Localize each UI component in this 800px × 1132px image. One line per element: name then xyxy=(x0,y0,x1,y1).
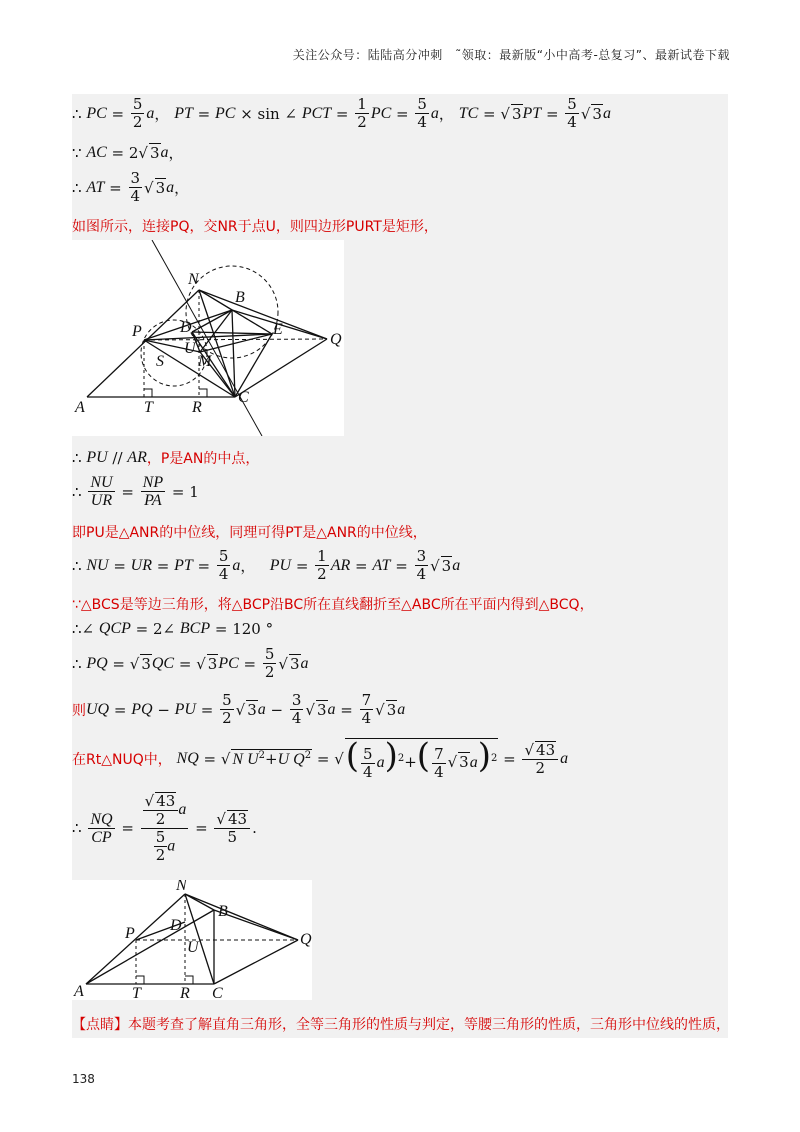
formula-nq-over-cp: ∴ $\frac{NQ}{CP}$ = $\frac{√ 43}{2}$ a $\frac{5}{2}$ a = $\frac{√ 43}{5}$ . xyxy=(72,792,257,864)
label-B-2: B xyxy=(218,903,228,920)
label-P: P xyxy=(132,323,142,340)
diagram-1-svg xyxy=(72,240,344,436)
label-D-2: D xyxy=(170,917,182,934)
formula-nu-ur-pt: ∴ NU = UR = PT = $\frac{5}{4}$ a ， PU = $\frac{1}{2}$ AR = AT = $\frac{3}{4}$ √ 3 a xyxy=(72,547,461,583)
formula-uq: 则 UQ = PQ − PU = $\frac{5}{2}$ √ 3 a − $\frac{3}{4}$ √ 3 a = $\frac{7}{4}$ √ 3 a xyxy=(72,691,406,727)
formula-angle-qcp: ∴∠ QCP = 2∠ BCP = 120 ° xyxy=(72,620,274,638)
label-D: D xyxy=(180,319,192,336)
label-E: E xyxy=(273,321,283,338)
text-midline: 即PU是△ANR的中位线，同理可得PT是△ANR的中位线， xyxy=(72,525,427,541)
label-B: B xyxy=(235,289,245,306)
label-P-2: P xyxy=(125,925,135,942)
text-then: 则 xyxy=(72,702,86,719)
solution-content xyxy=(72,94,728,1038)
tip-tag: 【点睛】 xyxy=(72,1017,128,1033)
label-C-2: C xyxy=(212,985,223,1000)
label-Q: Q xyxy=(330,331,342,348)
label-A-2: A xyxy=(74,983,84,1000)
label-T: T xyxy=(144,399,153,416)
label-A: A xyxy=(75,399,85,416)
text-in-rt: 在Rt△NUQ中， xyxy=(72,752,172,769)
label-S: S xyxy=(156,353,164,370)
text-intro: 如图所示，连接PQ，交NR于点U，则四边形PURT是矩形， xyxy=(72,219,438,235)
tip-text: 本题考查了解直角三角形，全等三角形的性质与判定，等腰三角形的性质，三角形中位线的性质， xyxy=(128,1017,730,1033)
label-Q-2: Q xyxy=(300,931,312,948)
label-R: R xyxy=(192,399,202,416)
tip-line xyxy=(72,1014,730,1034)
formula-ac: ∵ AC = 2√ 3 a ， xyxy=(72,143,184,162)
page-header: 关注公众号：陆陆高分冲刺 ˜领取：最新版“小中高考-总复习”、最新试卷下载 xyxy=(292,48,730,62)
formula-pu-parallel-ar: ∴ PU // AR ，P是AN的中点， xyxy=(72,449,260,467)
label-C: C xyxy=(238,389,249,406)
formula-pq: ∴ PQ = √ 3 QC = √ 3 PC = $\frac{5}{2}$ √ 3 a xyxy=(72,645,309,681)
text-p-midpoint: ，P是AN的中点， xyxy=(146,451,260,467)
formula-nq: 在Rt△NUQ中， NQ = √ N $U^2+U$ $Q^2$ = √ ( $\frac{5}{4}$ a)$^2$+( $\frac{7}{4}$ √ 3a)$^2$ = $\frac{√ 43}{2}$ a xyxy=(72,736,569,781)
label-U-2: U xyxy=(187,939,199,956)
text-bcs-equilateral: ∵△BCS是等边三角形，将△BCP沿BC所在直线翻折至△ABC所在平面内得到△BCQ， xyxy=(72,597,594,613)
formula-pc-pt-tc: ∴ PC = $\frac{5}{2}$ a ， PT = PC × sin ∠ PCT = $\frac{1}{2}$ PC = $\frac{5}{4}$ a ， TC = √ 3 PT = $\frac{5}{4}$ √ 3 a xyxy=(72,95,611,131)
diagram-2-svg xyxy=(72,880,312,1000)
label-R-2: R xyxy=(180,985,190,1000)
page-number: 138 xyxy=(72,1072,95,1086)
label-N-2: N xyxy=(176,880,187,894)
formula-at: ∴ AT = $\frac{3}{4}$ √ 3 a ， xyxy=(72,169,190,205)
label-N: N xyxy=(188,271,199,288)
label-U: U xyxy=(184,340,196,357)
label-M: M xyxy=(198,353,212,370)
geometry-diagram-2 xyxy=(72,880,312,1000)
label-T-2: T xyxy=(132,985,141,1000)
geometry-diagram-1 xyxy=(72,240,344,436)
formula-ratio-nu-ur: ∴ $\frac{NU}{UR}$ = $\frac{NP}{PA}$ = 1 xyxy=(72,474,199,509)
